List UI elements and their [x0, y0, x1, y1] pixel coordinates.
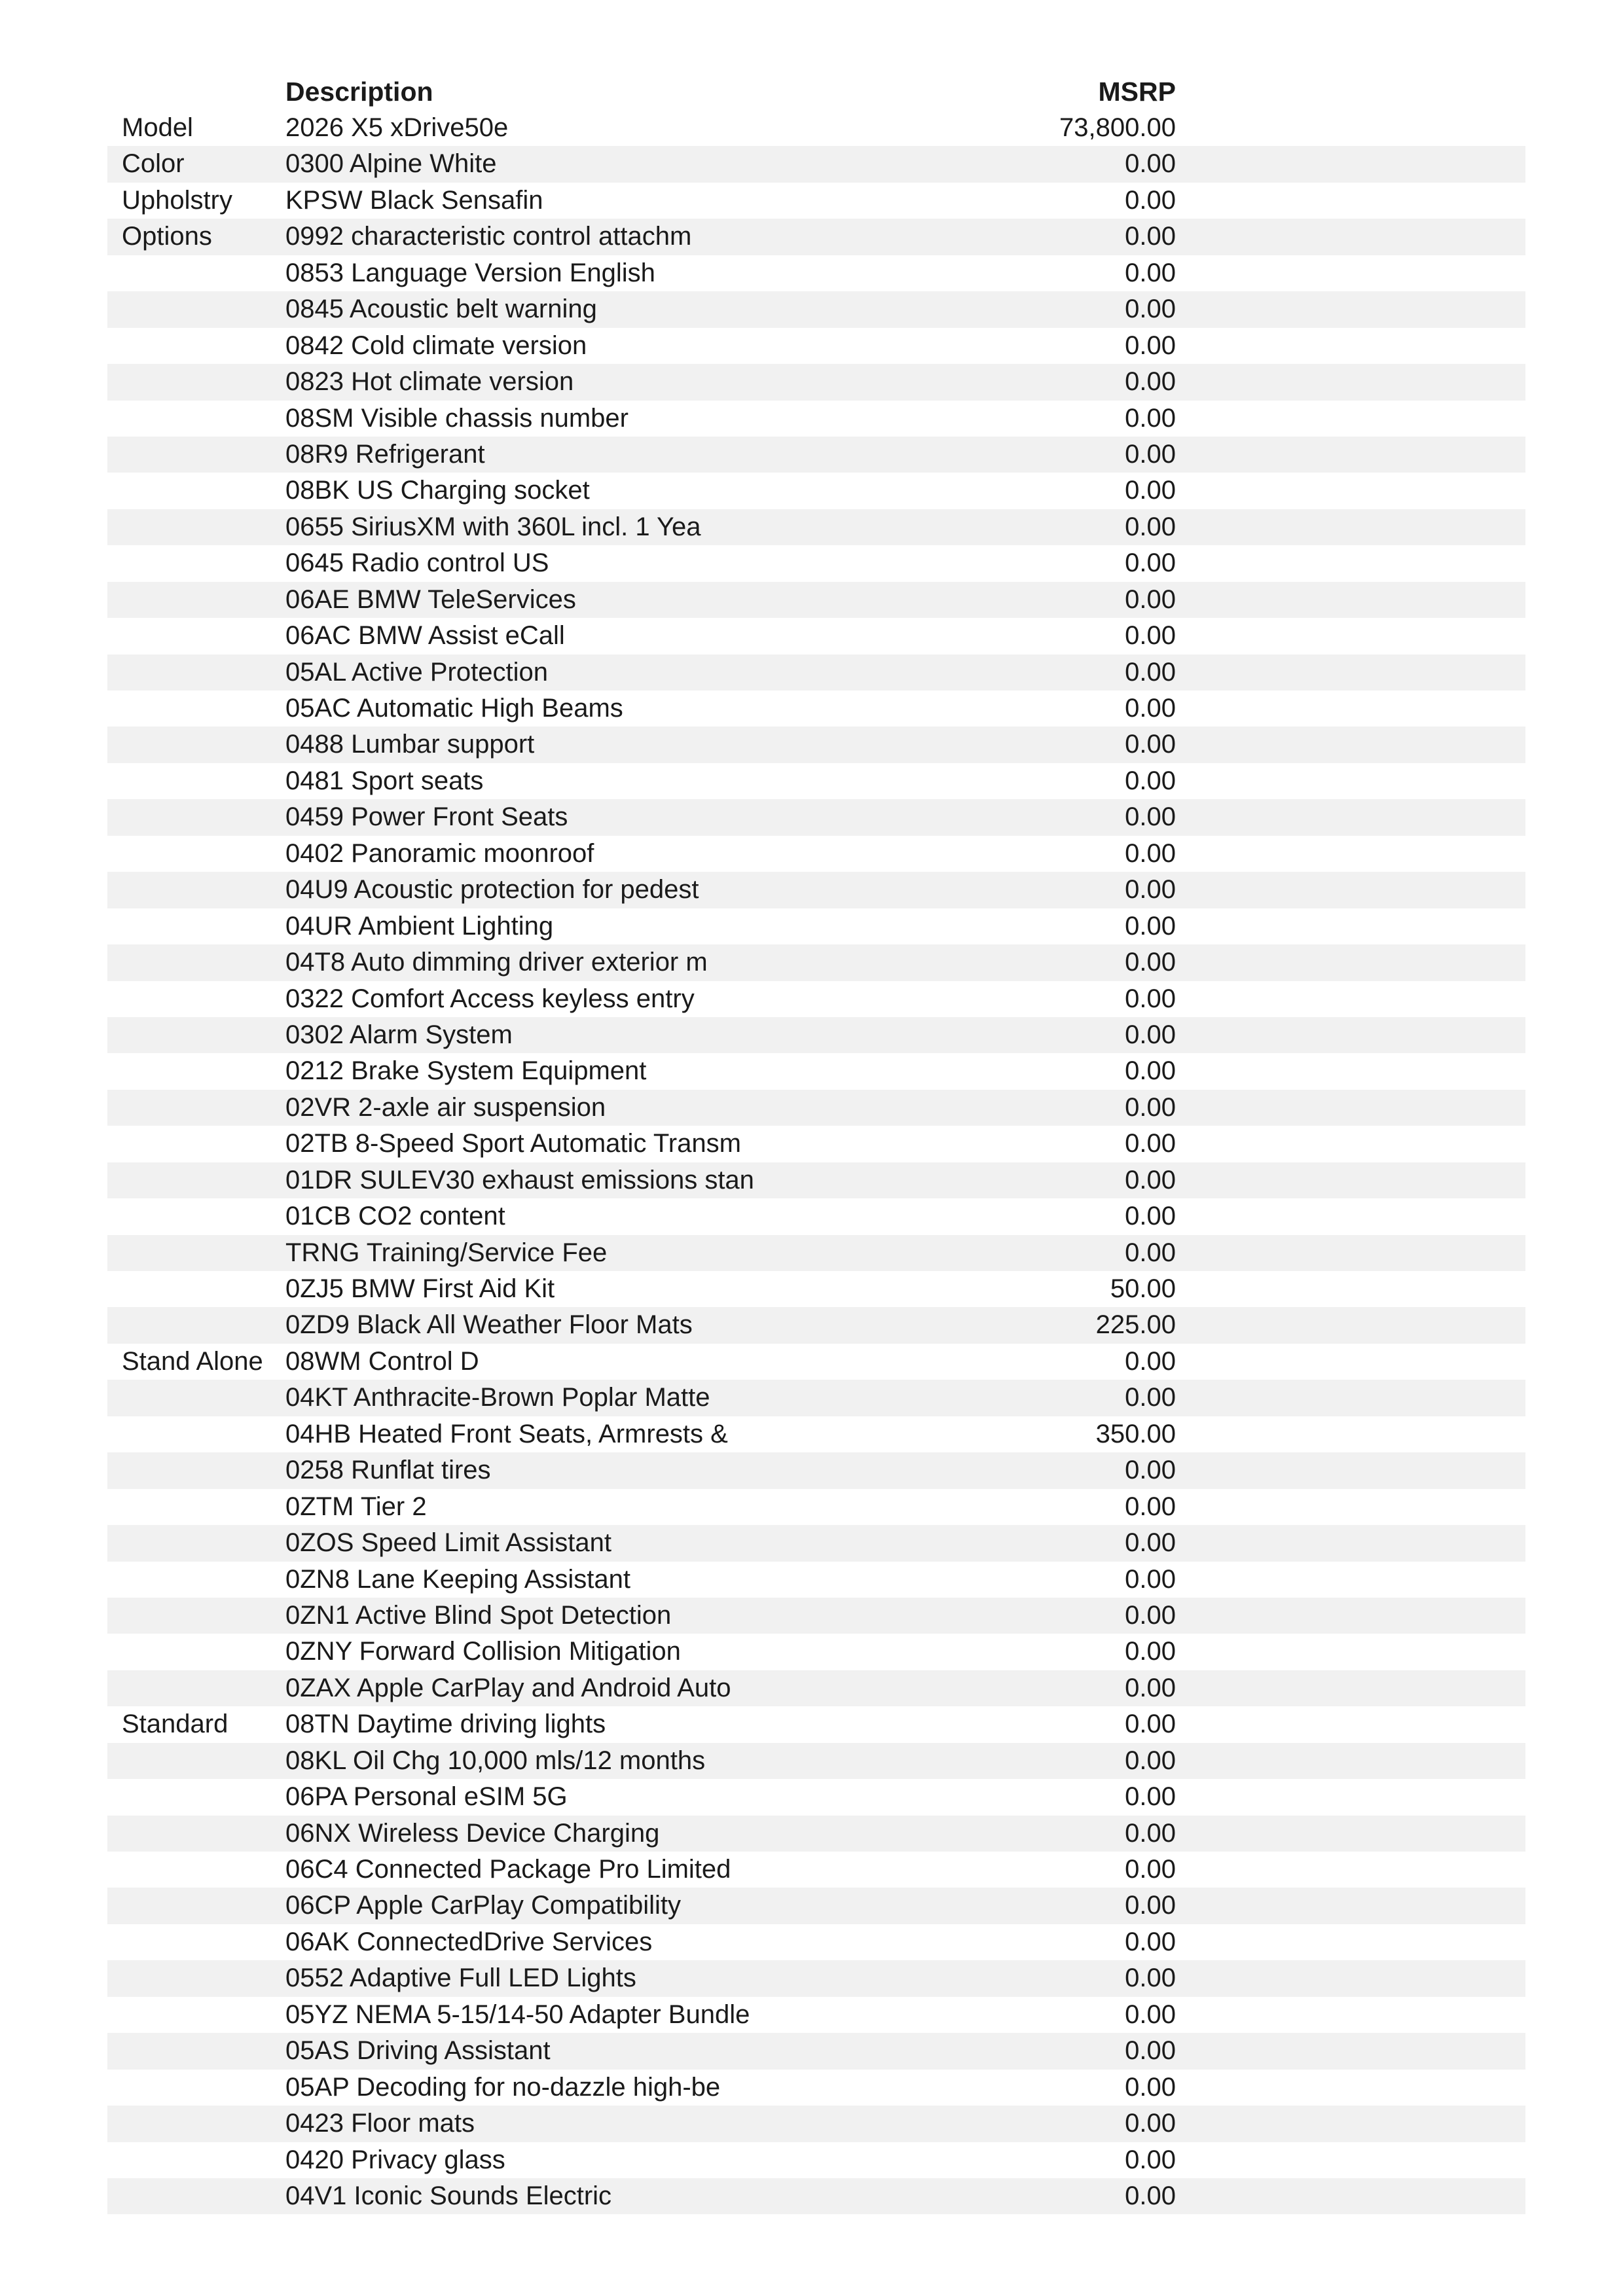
row-msrp: 0.00 — [1125, 1927, 1176, 1956]
table-row — [107, 908, 1525, 944]
row-msrp: 0.00 — [1125, 222, 1176, 251]
row-description: 04T8 Auto dimming driver exterior m — [285, 948, 708, 977]
row-description: 0302 Alarm System — [285, 1020, 513, 1049]
row-category: Stand Alone — [122, 1346, 263, 1376]
row-msrp: 0.00 — [1125, 1129, 1176, 1158]
row-msrp: 0.00 — [1125, 911, 1176, 941]
table-row — [107, 2142, 1525, 2178]
row-msrp: 0.00 — [1125, 1383, 1176, 1412]
table-row — [107, 437, 1525, 473]
table-row — [107, 1598, 1525, 1634]
table-row — [107, 1017, 1525, 1053]
row-description: 0845 Acoustic belt warning — [285, 295, 597, 324]
row-description: 06CP Apple CarPlay Compatibility — [285, 1891, 682, 1920]
row-description: KPSW Black Sensafin — [285, 185, 543, 215]
row-msrp: 0.00 — [1125, 439, 1176, 469]
row-msrp: 0.00 — [1125, 1600, 1176, 1630]
row-msrp: 350.00 — [1095, 1419, 1176, 1448]
row-description: 02VR 2-axle air suspension — [285, 1092, 606, 1122]
row-msrp: 0.00 — [1125, 2145, 1176, 2174]
table-row — [107, 1053, 1525, 1089]
row-msrp: 0.00 — [1125, 1202, 1176, 1231]
row-description: 0ZN1 Active Blind Spot Detection — [285, 1600, 672, 1630]
row-description: 0212 Brake System Equipment — [285, 1056, 647, 1086]
row-description: 05AP Decoding for no-dazzle high-be — [285, 2072, 721, 2102]
table-row — [107, 1307, 1525, 1343]
row-msrp: 0.00 — [1125, 149, 1176, 179]
table-row — [107, 1380, 1525, 1416]
row-description: 0ZNY Forward Collision Mitigation — [285, 1637, 681, 1666]
table-row — [107, 1489, 1525, 1525]
table-row — [107, 1162, 1525, 1198]
row-msrp: 0.00 — [1125, 1746, 1176, 1775]
row-description: 05AS Driving Assistant — [285, 2036, 551, 2066]
table-row — [107, 655, 1525, 691]
row-msrp: 0.00 — [1125, 1818, 1176, 1848]
row-description: 0ZD9 Black All Weather Floor Mats — [285, 1310, 693, 1340]
row-msrp: 0.00 — [1125, 730, 1176, 759]
row-description: 05YZ NEMA 5-15/14-50 Adapter Bundle — [285, 2000, 750, 2029]
table-row — [107, 1344, 1525, 1380]
table-row — [107, 545, 1525, 581]
row-msrp: 0.00 — [1125, 1710, 1176, 1739]
table-row — [107, 1779, 1525, 1815]
row-msrp: 0.00 — [1125, 1238, 1176, 1267]
row-msrp: 0.00 — [1125, 1637, 1176, 1666]
row-category: Color — [122, 149, 185, 179]
table-row — [107, 255, 1525, 291]
row-category: Standard — [122, 1710, 228, 1739]
row-msrp: 0.00 — [1125, 548, 1176, 578]
row-msrp: 0.00 — [1125, 403, 1176, 433]
row-msrp: 0.00 — [1125, 2036, 1176, 2066]
row-description: 08BK US Charging socket — [285, 476, 590, 505]
row-msrp: 0.00 — [1125, 621, 1176, 651]
row-description: 0ZJ5 BMW First Aid Kit — [285, 1274, 555, 1303]
row-msrp: 0.00 — [1125, 1673, 1176, 1702]
table-row — [107, 110, 1525, 146]
row-msrp: 0.00 — [1125, 367, 1176, 397]
row-msrp: 0.00 — [1125, 2072, 1176, 2102]
table-row — [107, 1198, 1525, 1234]
table-row — [107, 1271, 1525, 1307]
row-msrp: 0.00 — [1125, 694, 1176, 723]
row-description: 02TB 8-Speed Sport Automatic Transm — [285, 1129, 741, 1158]
table-row — [107, 1090, 1525, 1126]
row-description: 06AE BMW TeleServices — [285, 584, 576, 614]
row-description: 0ZTM Tier 2 — [285, 1492, 427, 1521]
row-msrp: 0.00 — [1125, 838, 1176, 868]
row-msrp: 0.00 — [1125, 802, 1176, 832]
row-description: 04HB Heated Front Seats, Armrests & — [285, 1419, 728, 1448]
row-msrp: 0.00 — [1125, 2181, 1176, 2210]
table-row — [107, 291, 1525, 327]
row-msrp: 73,800.00 — [1059, 113, 1176, 142]
table-row — [107, 2106, 1525, 2142]
row-msrp: 0.00 — [1125, 1492, 1176, 1521]
table-row — [107, 872, 1525, 908]
row-description: 01CB CO2 content — [285, 1202, 505, 1231]
row-description: 05AC Automatic High Beams — [285, 694, 623, 723]
table-row — [107, 981, 1525, 1017]
table-row — [107, 1816, 1525, 1852]
row-msrp: 0.00 — [1125, 1020, 1176, 1049]
table-row — [107, 146, 1525, 182]
row-description: 0420 Privacy glass — [285, 2145, 505, 2174]
row-msrp: 0.00 — [1125, 1092, 1176, 1122]
table-row — [107, 2178, 1525, 2214]
table-row — [107, 183, 1525, 219]
column-header-description: Description — [285, 77, 433, 107]
row-description: 0992 characteristic control attachm — [285, 222, 692, 251]
row-description: 0459 Power Front Seats — [285, 802, 568, 832]
row-description: 06PA Personal eSIM 5G — [285, 1782, 568, 1812]
row-description: 08WM Control D — [285, 1346, 479, 1376]
row-description: 0842 Cold climate version — [285, 331, 587, 360]
table-row — [107, 364, 1525, 400]
row-msrp: 0.00 — [1125, 295, 1176, 324]
row-description: 0823 Hot climate version — [285, 367, 574, 397]
table-row — [107, 2033, 1525, 2069]
table-row — [107, 1634, 1525, 1670]
row-description: 04U9 Acoustic protection for pedest — [285, 875, 699, 905]
row-description: 04UR Ambient Lighting — [285, 911, 554, 941]
row-msrp: 0.00 — [1125, 512, 1176, 541]
row-msrp: 0.00 — [1125, 1782, 1176, 1812]
table-row — [107, 836, 1525, 872]
table-row — [107, 726, 1525, 762]
row-description: 2026 X5 xDrive50e — [285, 113, 509, 142]
row-description: 0552 Adaptive Full LED Lights — [285, 1964, 636, 1993]
table-row — [107, 328, 1525, 364]
row-description: 0300 Alpine White — [285, 149, 497, 179]
table-row — [107, 509, 1525, 545]
table-header — [0, 73, 1623, 110]
row-msrp: 0.00 — [1125, 1528, 1176, 1558]
table-row — [107, 763, 1525, 799]
row-description: 0ZOS Speed Limit Assistant — [285, 1528, 612, 1558]
table-row — [107, 1852, 1525, 1888]
table-row — [107, 1743, 1525, 1779]
table-row — [107, 691, 1525, 726]
row-description: 04KT Anthracite-Brown Poplar Matte — [285, 1383, 710, 1412]
row-description: 04V1 Iconic Sounds Electric — [285, 2181, 612, 2210]
row-msrp: 0.00 — [1125, 984, 1176, 1013]
row-msrp: 50.00 — [1110, 1274, 1176, 1303]
row-description: 0481 Sport seats — [285, 766, 484, 795]
table-row — [107, 473, 1525, 509]
row-description: 0258 Runflat tires — [285, 1456, 491, 1485]
table-row — [107, 219, 1525, 255]
table-row — [107, 1924, 1525, 1960]
table-row — [107, 401, 1525, 437]
row-msrp: 0.00 — [1125, 1456, 1176, 1485]
row-description: 0ZN8 Lane Keeping Assistant — [285, 1564, 631, 1594]
row-description: 01DR SULEV30 exhaust emissions stan — [285, 1165, 754, 1194]
row-category: Model — [122, 113, 193, 142]
row-description: 08KL Oil Chg 10,000 mls/12 months — [285, 1746, 706, 1775]
row-msrp: 0.00 — [1125, 2000, 1176, 2029]
table-row — [107, 1888, 1525, 1924]
table-row — [107, 1235, 1525, 1271]
row-description: 06AC BMW Assist eCall — [285, 621, 565, 651]
row-description: 0ZAX Apple CarPlay and Android Auto — [285, 1673, 731, 1702]
row-category: Upholstry — [122, 185, 232, 215]
row-msrp: 0.00 — [1125, 331, 1176, 360]
table-row — [107, 582, 1525, 618]
row-msrp: 0.00 — [1125, 1165, 1176, 1194]
column-header-msrp: MSRP — [1098, 77, 1176, 107]
table-row — [107, 1670, 1525, 1706]
row-msrp: 0.00 — [1125, 584, 1176, 614]
row-category: Options — [122, 222, 212, 251]
row-msrp: 225.00 — [1095, 1310, 1176, 1340]
table-row — [107, 1525, 1525, 1561]
table-row — [107, 799, 1525, 835]
row-description: 0423 Floor mats — [285, 2109, 475, 2138]
table-row — [107, 1997, 1525, 2033]
row-description: 06C4 Connected Package Pro Limited — [285, 1855, 731, 1884]
row-description: 0645 Radio control US — [285, 548, 549, 578]
table-row — [107, 618, 1525, 654]
table-row — [107, 1960, 1525, 1996]
row-description: 0402 Panoramic moonroof — [285, 838, 594, 868]
row-description: 08TN Daytime driving lights — [285, 1710, 606, 1739]
row-msrp: 0.00 — [1125, 948, 1176, 977]
row-msrp: 0.00 — [1125, 657, 1176, 687]
row-description: TRNG Training/Service Fee — [285, 1238, 608, 1267]
table-row — [107, 2070, 1525, 2106]
table-row — [107, 1706, 1525, 1742]
line-items-table — [107, 110, 1525, 2214]
row-msrp: 0.00 — [1125, 1964, 1176, 1993]
table-row — [107, 1562, 1525, 1598]
row-description: 05AL Active Protection — [285, 657, 548, 687]
row-msrp: 0.00 — [1125, 1346, 1176, 1376]
row-msrp: 0.00 — [1125, 1855, 1176, 1884]
table-row — [107, 1416, 1525, 1452]
row-description: 08R9 Refrigerant — [285, 439, 485, 469]
row-msrp: 0.00 — [1125, 1056, 1176, 1086]
row-description: 0322 Comfort Access keyless entry — [285, 984, 695, 1013]
row-msrp: 0.00 — [1125, 185, 1176, 215]
row-msrp: 0.00 — [1125, 1564, 1176, 1594]
row-description: 0853 Language Version English — [285, 258, 655, 287]
row-description: 06AK ConnectedDrive Services — [285, 1927, 653, 1956]
row-description: 08SM Visible chassis number — [285, 403, 629, 433]
row-msrp: 0.00 — [1125, 476, 1176, 505]
table-row — [107, 1452, 1525, 1488]
row-msrp: 0.00 — [1125, 1891, 1176, 1920]
row-description: 0488 Lumbar support — [285, 730, 535, 759]
row-msrp: 0.00 — [1125, 875, 1176, 905]
row-msrp: 0.00 — [1125, 766, 1176, 795]
table-row — [107, 1126, 1525, 1162]
row-description: 0655 SiriusXM with 360L incl. 1 Yea — [285, 512, 701, 541]
row-description: 06NX Wireless Device Charging — [285, 1818, 660, 1848]
row-msrp: 0.00 — [1125, 258, 1176, 287]
table-row — [107, 944, 1525, 980]
row-msrp: 0.00 — [1125, 2109, 1176, 2138]
